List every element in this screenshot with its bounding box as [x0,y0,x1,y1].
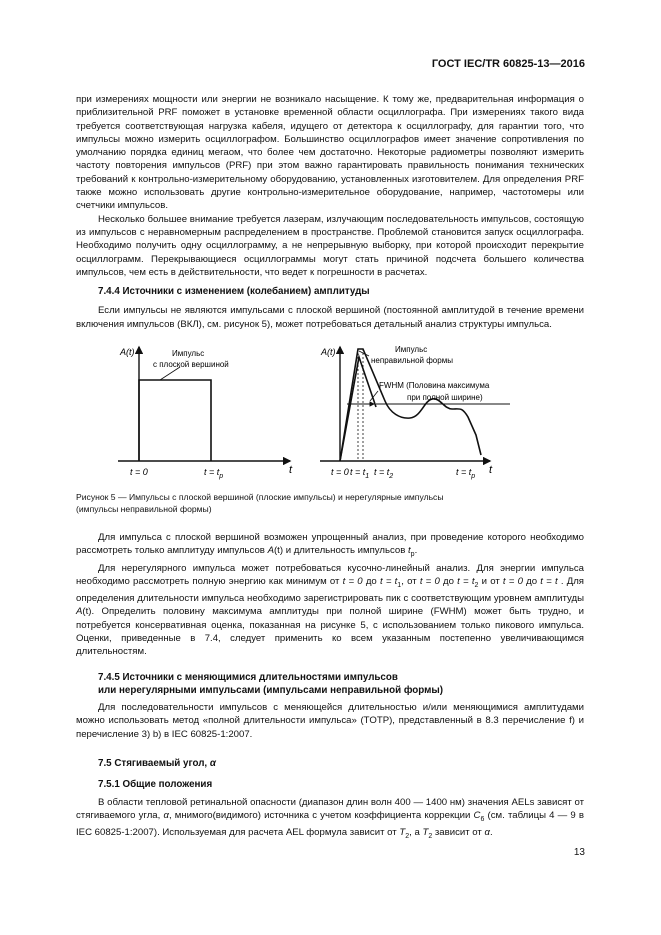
fwhm-label-2: при полной ширине) [407,393,483,403]
right-t1-label: $t = t_1$ [350,467,370,481]
page-body [76,93,584,843]
section-heading-7-5: 7.5 Стягиваемый угол, α [98,758,216,770]
right-tp-label: $t = t_p$ [456,467,476,481]
section-heading-7-4-4: 7.4.4 Источники с изменением (колебанием) амплитуды [98,286,370,298]
right-t2-label: $t = t_2$ [374,467,394,481]
figure-5 [76,343,584,481]
section-heading-7-4-5-line-1: 7.4.5 Источники с меняющимися длительностями импульсов [98,671,398,683]
flat-pulse-label-1: Импульс [172,349,205,359]
left-tp-label: $t = t_p$ [204,467,224,481]
paragraph-2: Несколько большее внимание требуется лазерам, излучающим последовательность импульсов, состоящую из импульсов с неравномерным распределением в пространстве. Проблемой становится запуск осциллографа. Необходимо получить одну осциллограмму, а не непрерывную выборку, при которой происходит перекрытие осциллограмм. Перекрывающиеся осциллограммы могут стать причиной подсчета большего количества импульсов, чем есть в действительности, что ведет к погрешности в расчетах. [76,213,584,278]
paragraph-5: Для нерегулярного импульса может потребоваться кусочно-линейный анализ. Для энергии импульса необходимо рассмотреть полную энергию как минимум от t = 0 до $t = t_1$, от t = 0 до $t = t_2$ и от t = 0 до t = t . Для определения длительности импульса необходимо зарегистрировать пик с соответствующим уровнем амплитуды A(t). Определить половину максимума амплитуды при полной ширине (FWHM) может быть трудно, и потребуется консервативная оценка, показанная на рисунке 5, с использованием только пикового импульса. Оценки, приведенные в 7.4, следует применить ко всем указанным постепенно увеличивающимся длительностям. [76,562,584,658]
paragraph-6: Для последовательности импульсов с меняющейся длительностью и/или меняющимися амплитудами можно использовать метод «полной длительности импульса» (TOTP), представленный в 8.3 перечисление f) и перечисление 3) b) в IEC 60825-1:2007. [76,702,584,740]
figure-caption-line-1: Рисунок 5 — Импульсы с плоской вершиной (плоские импульсы) и нерегулярные импульсы [76,492,444,503]
right-t-axis-label: t [489,464,493,477]
section-heading-7-4-5-line-2: или нерегулярными импульсами (импульсами неправильной формы) [98,684,443,696]
left-t-axis-label: t [289,464,293,477]
paragraph-1: при измерениях мощности или энергии не возникало насыщение. К тому же, предварительная информация о приблизительной PRF поможет в установке временной области осциллографа. При измерениях такого вида требуется соответствующая нагрузка кабеля, идущего от детектора к осциллографу, для гарантии того, что импульсы можно измерить осциллографом. Большинство осциллографов имеет значение сопротивления по умолчанию порядка единиц мегаом, что более чем достаточно. Некоторые радиометры позволяют измерить частоту повторения импульсов (PRF) при этом важно гарантировать правильность понимания технических требований к контрольно-измерительному оборудованию, установленных изготовителем. Для определения PRF также можно использовать другие контрольно-измерительное оборудование, например, частотомеры или счетчики импульсов. [76,94,584,212]
figure-caption-line-2: (импульсы неправильной формы) [76,504,212,515]
flat-pulse-chart [118,347,293,480]
paragraph-3: Если импульсы не являются импульсами с плоской вершиной (постоянной амплитудой в течение времени включения импульсов (ВКЛ), см. рисунок 5), может потребоваться детальный анализ структуры импульса. [76,305,584,330]
pulse-diagram [76,343,584,481]
left-t0-label: t = 0 [130,467,148,478]
flat-pulse-shape [139,380,211,461]
left-y-label: A(t) [120,347,135,358]
paragraph-4: Для импульса с плоской вершиной возможен упрощенный анализ, при проведение которого необходимо рассмотреть только амплитуду импульсов A(t) и длительность импульсов $t_p$. [76,532,584,559]
irregular-pulse-chart [320,345,510,480]
fwhm-label-1: FWHM (Половина максимума [379,381,490,391]
page-number: 13 [573,847,585,858]
document-header: ГОСТ IEC/TR 60825-13—2016 [431,58,585,70]
irregular-pulse-label-1: Импульс [395,345,428,355]
section-heading-7-5-1: 7.5.1 Общие положения [98,779,213,791]
right-y-label: A(t) [321,347,336,358]
paragraph-7: В области тепловой ретинальной опасности (диапазон длин волн 400 — 1400 нм) значения AELs зависят от стягиваемого угла, α, мнимого(видимого) источника с учетом коэффициента коррекции $C_6$ (см. таблицы 4 — 9 в IEC 60825-1:2007). Используемая для расчета AEL формула зависит от $T_2$, а $T_2$ зависит от α. [76,796,584,841]
irregular-pulse-label-2: неправильной формы [371,356,453,366]
flat-pulse-label-2: с плоской вершиной [153,360,229,370]
right-t0-label: t = 0 [331,467,349,478]
